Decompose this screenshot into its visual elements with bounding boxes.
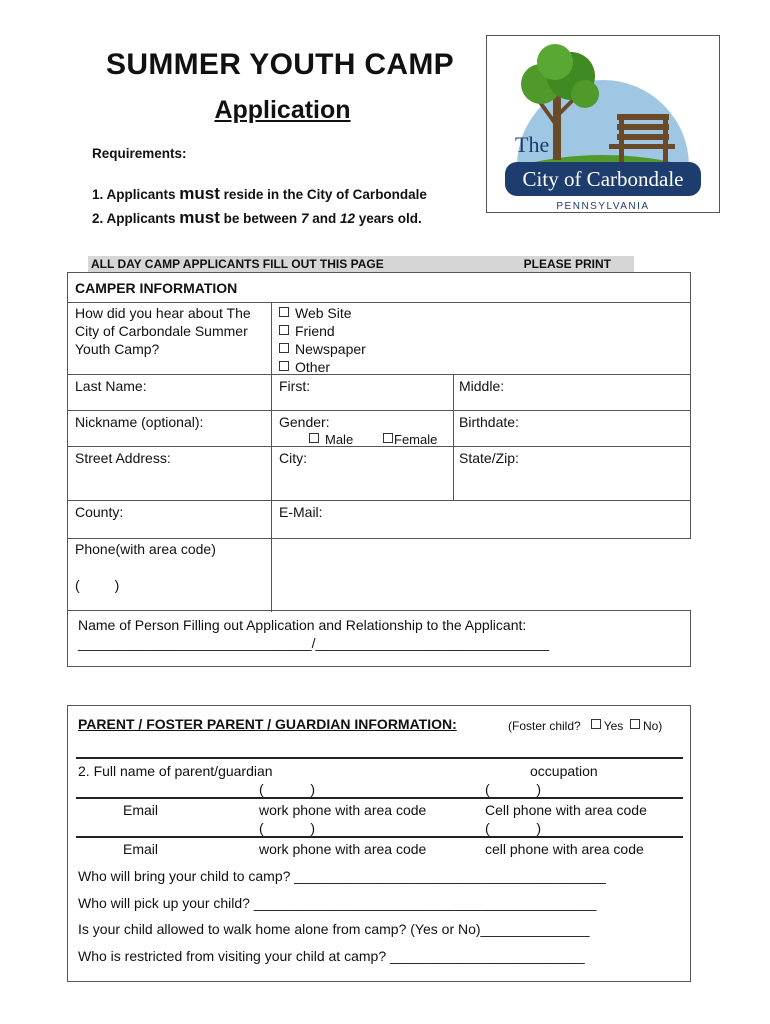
checkbox-foster-no[interactable]: [630, 719, 640, 729]
checkbox-male[interactable]: [309, 433, 319, 443]
logo-city-name: City of Carbondale: [522, 167, 684, 191]
email-2-label: Email: [123, 841, 159, 857]
cell-phone-2-paren[interactable]: ( ): [485, 820, 541, 836]
first-name-field[interactable]: First:: [279, 378, 311, 394]
checkbox-newspaper[interactable]: [279, 343, 289, 353]
notice-bar: [88, 256, 634, 272]
work-phone-1-paren[interactable]: ( ): [259, 781, 315, 797]
checkbox-friend[interactable]: [279, 325, 289, 335]
birthdate-field[interactable]: Birthdate:: [459, 414, 519, 430]
question-restricted-visitors[interactable]: Who is restricted from visiting your child at camp? _________________________: [78, 948, 585, 964]
logo-state: PENNSYLVANIA: [556, 201, 650, 212]
middle-name-field[interactable]: Middle:: [459, 378, 505, 394]
checkbox-other[interactable]: [279, 361, 289, 371]
gender-female-option[interactable]: Female: [383, 431, 437, 449]
requirement-residence: 1. Applicants must reside in the City of Carbondale: [92, 184, 427, 203]
city-logo: [486, 35, 720, 213]
cell-phone-2-label: cell phone with area code: [485, 841, 644, 857]
option-newspaper[interactable]: Newspaper: [279, 340, 366, 358]
question-walk-home[interactable]: Is your child allowed to walk home alone from camp? (Yes or No)______________: [78, 921, 590, 937]
gender-male-option[interactable]: Male: [309, 431, 353, 449]
checkbox-female[interactable]: [383, 433, 393, 443]
how-heard-line-2: City of Carbondale Summer: [75, 323, 248, 339]
state-zip-field[interactable]: State/Zip:: [459, 450, 519, 466]
filler-label: Name of Person Filling out Application and Relationship to the Applicant:: [78, 617, 527, 633]
city-logo-graphic: [487, 36, 719, 212]
checkbox-foster-yes[interactable]: [591, 719, 601, 729]
street-address-field[interactable]: Street Address:: [75, 450, 171, 466]
county-field[interactable]: County:: [75, 504, 124, 520]
form-subtitle: Application: [214, 96, 351, 124]
nickname-field[interactable]: Nickname (optional):: [75, 414, 204, 430]
question-bring-child[interactable]: Who will bring your child to camp? ________________________________________: [78, 868, 606, 884]
form-title: SUMMER YOUTH CAMP: [106, 48, 454, 81]
email-1-label: Email: [123, 802, 159, 818]
option-web-site[interactable]: Web Site: [279, 304, 352, 322]
notice-left: ALL DAY CAMP APPLICANTS FILL OUT THIS PAGE: [91, 257, 384, 271]
last-name-field[interactable]: Last Name:: [75, 378, 147, 394]
logo-the: The: [515, 132, 550, 157]
foster-child-question: (Foster child? Yes No): [508, 719, 663, 733]
phone-field[interactable]: ( ): [75, 577, 120, 593]
question-pick-up-child[interactable]: Who will pick up your child? ____________________________________________: [78, 895, 597, 911]
phone-label: Phone(with area code): [75, 541, 216, 557]
option-friend[interactable]: Friend: [279, 322, 335, 340]
filler-blank[interactable]: ______________________________/______________________________: [78, 635, 550, 651]
parent-heading: PARENT / FOSTER PARENT / GUARDIAN INFORMATION:: [78, 716, 457, 732]
camper-heading: CAMPER INFORMATION: [75, 280, 238, 296]
how-heard-line-3: Youth Camp?: [75, 341, 160, 357]
work-phone-2-label: work phone with area code: [259, 841, 427, 857]
gender-label: Gender:: [279, 414, 330, 430]
cell-phone-1-label: Cell phone with area code: [485, 802, 647, 818]
requirements-label: Requirements:: [92, 146, 187, 161]
cell-phone-1-paren[interactable]: ( ): [485, 781, 541, 797]
email-field[interactable]: E-Mail:: [279, 504, 323, 520]
requirement-age: 2. Applicants must be between 7 and 12 years old.: [92, 208, 422, 227]
how-heard-line-1: How did you hear about The: [75, 305, 251, 321]
work-phone-2-paren[interactable]: ( ): [259, 820, 315, 836]
notice-right: PLEASE PRINT: [523, 257, 611, 271]
checkbox-web-site[interactable]: [279, 307, 289, 317]
option-other[interactable]: Other: [279, 358, 330, 376]
occupation-label: occupation: [530, 763, 598, 779]
city-field[interactable]: City:: [279, 450, 307, 466]
parent-full-name-label: 2. Full name of parent/guardian: [78, 763, 273, 779]
work-phone-1-label: work phone with area code: [259, 802, 427, 818]
